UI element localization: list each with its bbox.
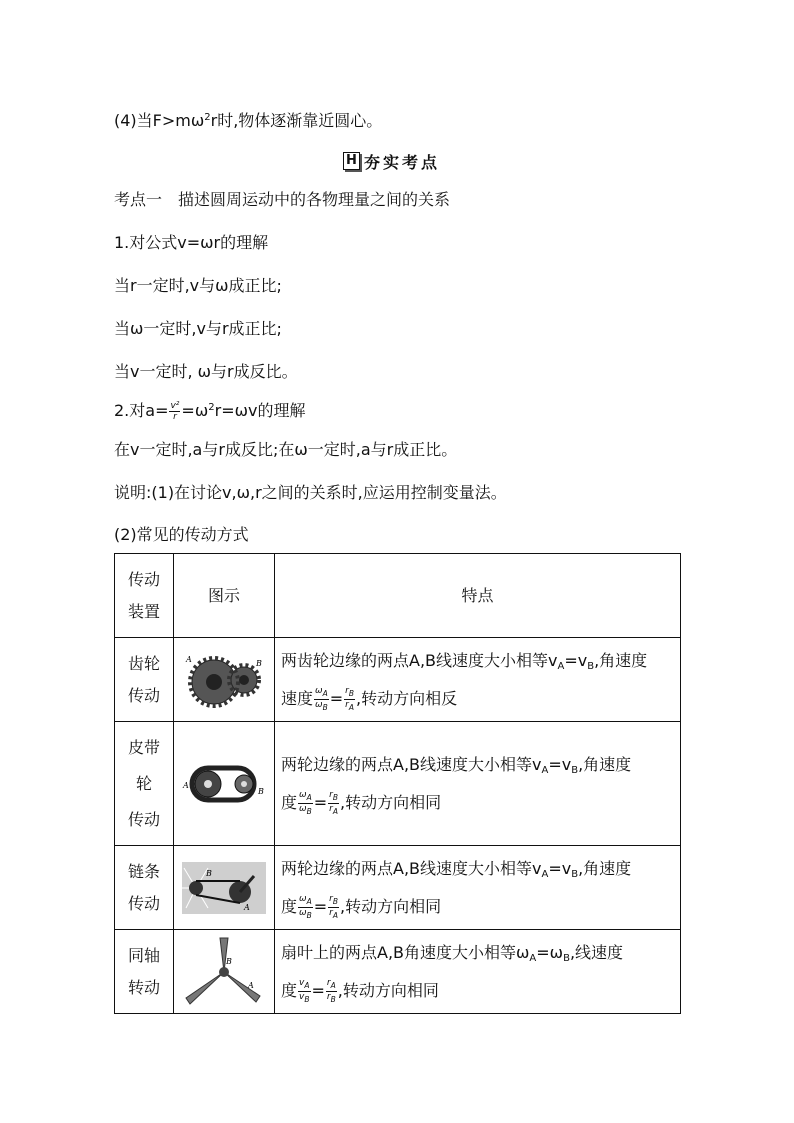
symbol: v xyxy=(577,650,588,670)
feature-text: 两轮边缘的两点A,B线速度大小相等v xyxy=(281,754,542,774)
feature-text: ,角速度 xyxy=(578,858,632,878)
feature-text: ,转动方向相同 xyxy=(339,792,442,812)
image-label-a: A xyxy=(248,980,254,990)
row-name xyxy=(115,722,174,846)
subscript: A xyxy=(529,952,537,964)
fraction xyxy=(169,401,180,422)
header-image: 图示 xyxy=(174,554,275,638)
rear-sprocket-icon xyxy=(189,881,203,895)
subscript: B xyxy=(571,868,579,880)
header-device xyxy=(115,554,174,638)
row-name-line: 传动 xyxy=(127,809,160,829)
banner-h-icon: H xyxy=(343,152,360,170)
section-title: 考点一 描述圆周运动中的各物理量之间的关系 xyxy=(114,190,451,209)
row-name-line: 皮带 xyxy=(127,737,160,757)
feature-text: 两轮边缘的两点A,B线速度大小相等v xyxy=(281,858,542,878)
feature-text: ,线速度 xyxy=(569,942,624,962)
fraction: $\frac{\omega_A}{\omega_B}$ xyxy=(299,789,312,816)
table-row xyxy=(115,638,681,722)
row-name-line: 同轴 xyxy=(127,945,160,965)
subscript: A xyxy=(541,764,549,776)
condition-line-4 xyxy=(114,107,382,132)
table-row xyxy=(115,930,681,1014)
item1-line-2: 当ω一定时,v与r成正比; xyxy=(114,319,282,338)
table-header-row xyxy=(115,554,681,638)
banner-title: 夯实考点 xyxy=(364,152,441,172)
fan-image-cell xyxy=(174,930,275,1014)
subscript: B xyxy=(563,952,570,964)
row-name-line: 轮 xyxy=(135,773,152,793)
condition-text-end: r时,物体逐渐靠近圆心。 xyxy=(210,111,383,130)
belt-transmission-image xyxy=(182,760,266,808)
header-feature: 特点 xyxy=(275,554,681,638)
fraction: $\frac{r_B}{r_A}$ xyxy=(345,685,354,712)
row-feature: 两轮边缘的两点A,B线速度大小相等$v_A=v_B$,角速度 度 $\frac{\omega_A}{\omega_B}$ = $\frac{r_B}{r_A}$ ,转动方向相同 xyxy=(275,846,681,930)
symbol: ω xyxy=(549,942,564,962)
feature-text-2: 度 xyxy=(281,896,298,916)
feature-text: ,转动方向相同 xyxy=(337,980,439,1000)
fraction: $\frac{\omega_A}{\omega_B}$ xyxy=(299,893,312,920)
row-feature: 两齿轮边缘的两点A,B线速度大小相等$v_A=v_B$,角速度 速度 $\frac{\omega_A}{\omega_B}$ = $\frac{r_B}{r_A}$ ,转动方向相反 xyxy=(275,638,681,722)
item2-suffix: r=ωv的理解 xyxy=(214,401,306,420)
chain-transmission-image xyxy=(182,862,266,914)
subscript: B xyxy=(587,660,595,672)
item2-title xyxy=(114,397,305,422)
symbol: v xyxy=(561,754,572,774)
fraction: $\frac{\omega_A}{\omega_B}$ xyxy=(315,685,328,712)
section-banner xyxy=(343,150,440,172)
image-label-a: A xyxy=(186,654,192,664)
image-label-b: B xyxy=(206,868,212,878)
image-label-b: B xyxy=(258,786,264,796)
exponent: 2 xyxy=(204,112,211,123)
note2-line: (2)常见的传动方式 xyxy=(114,525,249,544)
table-row xyxy=(115,846,681,930)
row-name-line: 传动 xyxy=(127,893,160,913)
gear-image-cell xyxy=(174,638,275,722)
coaxial-fan-image xyxy=(182,936,266,1008)
subscript: A xyxy=(557,660,565,672)
image-label-a: A xyxy=(183,780,189,790)
row-name xyxy=(115,638,174,722)
pulley-hub-icon xyxy=(204,780,212,788)
item2-prefix: 2.对a= xyxy=(114,401,169,420)
fraction-den: r xyxy=(173,412,177,422)
gear-hub-icon xyxy=(206,674,222,690)
row-name-line: 传动 xyxy=(127,685,160,705)
belt-image-cell xyxy=(174,722,275,846)
fraction-num: v² xyxy=(170,401,180,411)
header-device-text: 传动装置 xyxy=(127,569,160,621)
fraction: $\frac{r_B}{r_A}$ xyxy=(329,893,338,920)
feature-text: ,角速度 xyxy=(578,754,632,774)
item1-line-3: 当v一定时, ω与r成反比。 xyxy=(114,362,298,381)
symbol: v xyxy=(561,858,572,878)
feature-text-2: 度 xyxy=(281,980,298,1000)
item1-title: 1.对公式v=ωr的理解 xyxy=(114,233,269,252)
row-name-line: 链条 xyxy=(127,861,160,881)
fraction: $\frac{v_A}{v_B}$ xyxy=(299,977,310,1004)
feature-text: ,转动方向相反 xyxy=(355,688,458,708)
feature-text-2: 度 xyxy=(281,792,298,812)
gear-hub-icon xyxy=(239,675,249,685)
gear-transmission-image xyxy=(182,650,266,710)
feature-text: ,转动方向相同 xyxy=(339,896,442,916)
feature-text: ,角速度 xyxy=(594,650,648,670)
image-label-b: B xyxy=(226,956,232,966)
subscript: A xyxy=(541,868,549,880)
feature-text: 两齿轮边缘的两点A,B线速度大小相等v xyxy=(281,650,558,670)
row-name-line: 转动 xyxy=(127,977,160,997)
fraction: $\frac{r_B}{r_A}$ xyxy=(329,789,338,816)
item2-line: 在v一定时,a与r成反比;在ω一定时,a与r成正比。 xyxy=(114,440,458,459)
note-line: 说明:(1)在讨论v,ω,r之间的关系时,应运用控制变量法。 xyxy=(114,483,507,502)
row-feature: 两轮边缘的两点A,B线速度大小相等$v_A=v_B$,角速度 度 $\frac{\omega_A}{\omega_B}$ = $\frac{r_B}{r_A}$ ,转动方向相同 xyxy=(275,722,681,846)
item1-line-1: 当r一定时,v与ω成正比; xyxy=(114,276,282,295)
subscript: B xyxy=(571,764,579,776)
condition-text: (4)当F>mω xyxy=(114,111,205,130)
item2-mid: =ω xyxy=(181,401,209,420)
row-name xyxy=(115,930,174,1014)
fraction: $\frac{r_A}{r_B}$ xyxy=(326,977,336,1004)
image-label-a: A xyxy=(244,902,250,912)
chain-image-cell xyxy=(174,846,275,930)
fan-hub-icon xyxy=(219,967,229,977)
image-label-b: B xyxy=(256,658,262,668)
feature-text: 扇叶上的两点A,B角速度大小相等ω xyxy=(281,942,530,962)
feature-text-2: 速度 xyxy=(281,688,314,708)
row-name-line: 齿轮 xyxy=(127,653,160,673)
exponent: 2 xyxy=(208,402,215,413)
row-name xyxy=(115,846,174,930)
pulley-hub-icon xyxy=(241,781,247,787)
row-feature: 扇叶上的两点A,B角速度大小相等$\omega_A=\omega_B$,线速度 度 $\frac{v_A}{v_B}$ = $\frac{r_A}{r_B}$ ,转动方向相同 xyxy=(275,930,681,1014)
transmission-table xyxy=(114,553,681,1014)
table-row xyxy=(115,722,681,846)
